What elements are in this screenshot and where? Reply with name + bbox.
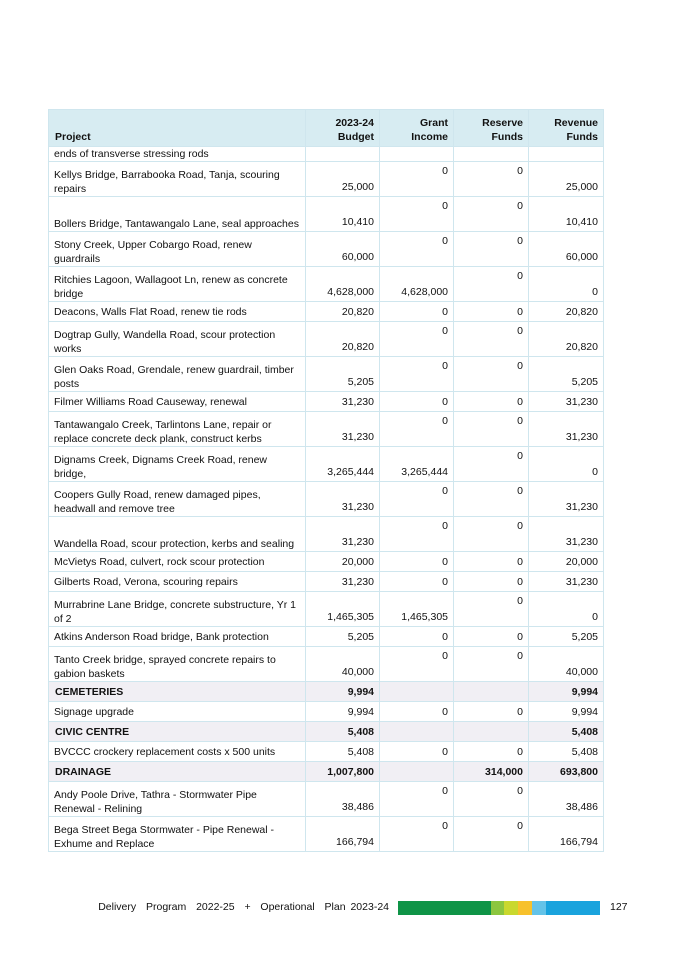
project-cell: ends of transverse stressing rods [49,147,306,162]
grant-income-cell: 0 [380,647,454,682]
grant-income-cell: 3,265,444 [380,447,454,482]
revenue-funds-cell: 0 [529,592,604,627]
reserve-funds-cell: 0 [454,817,529,852]
revenue-funds-cell: 38,486 [529,782,604,817]
header-reserve-funds: Reserve Funds [454,110,529,147]
grant-income-cell: 0 [380,627,454,647]
budget-cell: 31,230 [306,572,380,592]
budget-cell: 4,628,000 [306,267,380,302]
reserve-funds-cell [454,682,529,702]
table-row [49,817,604,852]
budget-cell: 1,007,800 [306,762,380,782]
reserve-funds-cell: 0 [454,412,529,447]
budget-cell: 31,230 [306,517,380,552]
color-bar-segment [491,901,505,915]
revenue-funds-cell: 693,800 [529,762,604,782]
budget-cell: 5,408 [306,742,380,762]
budget-cell: 5,205 [306,357,380,392]
color-bar-segment [504,901,518,915]
header-project: Project [49,110,306,147]
project-cell: Bollers Bridge, Tantawangalo Lane, seal approaches [49,197,306,232]
table-row [49,702,604,722]
project-cell: Coopers Gully Road, renew damaged pipes, headwall and remove tree [49,482,306,517]
table-row [49,197,604,232]
project-cell: Glen Oaks Road, Grendale, renew guardrail, timber posts [49,357,306,392]
project-cell: Murrabrine Lane Bridge, concrete substructure, Yr 1 of 2 [49,592,306,627]
table-row [49,302,604,322]
grant-income-cell: 0 [380,552,454,572]
color-bar-segment [532,901,546,915]
budget-cell: 20,000 [306,552,380,572]
budget-cell: 166,794 [306,817,380,852]
table-row [49,412,604,447]
revenue-funds-cell: 5,205 [529,627,604,647]
reserve-funds-cell: 0 [454,517,529,552]
table-row [49,572,604,592]
project-cell: Bega Street Bega Stormwater - Pipe Renewal - Exhume and Replace [49,817,306,852]
color-bar-segment [546,901,600,915]
revenue-funds-cell: 5,408 [529,742,604,762]
grant-income-cell: 0 [380,482,454,517]
reserve-funds-cell: 0 [454,197,529,232]
budget-cell: 25,000 [306,162,380,197]
revenue-funds-cell: 31,230 [529,517,604,552]
table-row [49,482,604,517]
project-cell: Filmer Williams Road Causeway, renewal [49,392,306,412]
page-footer [0,900,675,916]
project-cell: Dogtrap Gully, Wandella Road, scour protection works [49,322,306,357]
project-cell: CEMETERIES [49,682,306,702]
color-bar-segment [444,901,490,915]
revenue-funds-cell: 20,820 [529,302,604,322]
budget-cell: 31,230 [306,412,380,447]
grant-income-cell [380,722,454,742]
grant-income-cell: 0 [380,742,454,762]
reserve-funds-cell: 0 [454,782,529,817]
budget-cell: 9,994 [306,702,380,722]
project-cell: Wandella Road, scour protection, kerbs and sealing [49,517,306,552]
budget-cell: 3,265,444 [306,447,380,482]
grant-income-cell: 0 [380,322,454,357]
color-bar-segment [398,901,444,915]
grant-income-cell: 0 [380,162,454,197]
revenue-funds-cell: 0 [529,447,604,482]
reserve-funds-cell: 314,000 [454,762,529,782]
revenue-funds-cell: 166,794 [529,817,604,852]
revenue-funds-cell: 5,408 [529,722,604,742]
budget-cell: 31,230 [306,482,380,517]
project-cell: DRAINAGE [49,762,306,782]
reserve-funds-cell: 0 [454,647,529,682]
revenue-funds-cell: 31,230 [529,392,604,412]
table-row [49,147,604,162]
table-row [49,742,604,762]
project-cell: CIVIC CENTRE [49,722,306,742]
table-row [49,232,604,267]
table-row [49,322,604,357]
grant-income-cell [380,147,454,162]
revenue-funds-cell: 20,000 [529,552,604,572]
project-cell: Deacons, Walls Flat Road, renew tie rods [49,302,306,322]
header-revenue-funds: Revenue Funds [529,110,604,147]
project-cell: Atkins Anderson Road bridge, Bank protection [49,627,306,647]
table-row [49,627,604,647]
grant-income-cell: 0 [380,517,454,552]
project-cell: Stony Creek, Upper Cobargo Road, renew guardrails [49,232,306,267]
revenue-funds-cell: 31,230 [529,572,604,592]
reserve-funds-cell: 0 [454,552,529,572]
reserve-funds-cell [454,147,529,162]
header-budget: 2023-24 Budget [306,110,380,147]
revenue-funds-cell: 10,410 [529,197,604,232]
budget-cell [306,147,380,162]
revenue-funds-cell: 40,000 [529,647,604,682]
table-row [49,552,604,572]
grant-income-cell: 0 [380,232,454,267]
grant-income-cell: 0 [380,412,454,447]
project-cell: Dignams Creek, Dignams Creek Road, renew bridge, [49,447,306,482]
table-row [49,267,604,302]
table-row [49,782,604,817]
reserve-funds-cell: 0 [454,627,529,647]
budget-cell: 38,486 [306,782,380,817]
budget-cell: 20,820 [306,322,380,357]
project-cell: Gilberts Road, Verona, scouring repairs [49,572,306,592]
revenue-funds-cell: 31,230 [529,412,604,447]
budget-cell: 9,994 [306,682,380,702]
grant-income-cell: 4,628,000 [380,267,454,302]
budget-cell: 5,205 [306,627,380,647]
budget-cell: 31,230 [306,392,380,412]
table-row [49,517,604,552]
color-bar-segment [518,901,532,915]
revenue-funds-cell: 60,000 [529,232,604,267]
table-row [49,357,604,392]
category-row [49,682,604,702]
revenue-funds-cell: 31,230 [529,482,604,517]
revenue-funds-cell [529,147,604,162]
grant-income-cell: 0 [380,392,454,412]
budget-cell: 1,465,305 [306,592,380,627]
budget-cell: 40,000 [306,647,380,682]
category-row [49,722,604,742]
budget-cell: 10,410 [306,197,380,232]
grant-income-cell: 0 [380,357,454,392]
category-row [49,762,604,782]
project-cell: Signage upgrade [49,702,306,722]
grant-income-cell: 1,465,305 [380,592,454,627]
reserve-funds-cell: 0 [454,322,529,357]
reserve-funds-cell: 0 [454,232,529,267]
table-row [49,162,604,197]
project-cell: BVCCC crockery replacement costs x 500 units [49,742,306,762]
reserve-funds-cell: 0 [454,592,529,627]
header-grant-income: Grant Income [380,110,454,147]
reserve-funds-cell: 0 [454,742,529,762]
page-number: 127 [610,901,628,913]
project-cell: Tanto Creek bridge, sprayed concrete repairs to gabion baskets [49,647,306,682]
reserve-funds-cell: 0 [454,482,529,517]
table-row [49,647,604,682]
project-cell: Andy Poole Drive, Tathra - Stormwater Pipe Renewal - Relining [49,782,306,817]
reserve-funds-cell [454,722,529,742]
reserve-funds-cell: 0 [454,447,529,482]
grant-income-cell: 0 [380,702,454,722]
reserve-funds-cell: 0 [454,702,529,722]
reserve-funds-cell: 0 [454,267,529,302]
revenue-funds-cell: 9,994 [529,682,604,702]
project-cell: Tantawangalo Creek, Tarlintons Lane, repair or replace concrete deck plank, construct kerbs [49,412,306,447]
budget-cell: 60,000 [306,232,380,267]
budget-table [48,109,604,852]
grant-income-cell: 0 [380,302,454,322]
table-row [49,447,604,482]
footer-title: Delivery Program 2022-25 + Operational Plan 2023-24 [98,901,389,913]
reserve-funds-cell: 0 [454,392,529,412]
reserve-funds-cell: 0 [454,357,529,392]
grant-income-cell: 0 [380,782,454,817]
project-cell: Kellys Bridge, Barrabooka Road, Tanja, scouring repairs [49,162,306,197]
reserve-funds-cell: 0 [454,572,529,592]
revenue-funds-cell: 0 [529,267,604,302]
grant-income-cell: 0 [380,817,454,852]
grant-income-cell: 0 [380,197,454,232]
reserve-funds-cell: 0 [454,302,529,322]
grant-income-cell: 0 [380,572,454,592]
revenue-funds-cell: 25,000 [529,162,604,197]
revenue-funds-cell: 20,820 [529,322,604,357]
project-cell: McVietys Road, culvert, rock scour protection [49,552,306,572]
reserve-funds-cell: 0 [454,162,529,197]
revenue-funds-cell: 9,994 [529,702,604,722]
budget-cell: 5,408 [306,722,380,742]
budget-cell: 20,820 [306,302,380,322]
grant-income-cell [380,682,454,702]
grant-income-cell [380,762,454,782]
table-header-row [49,110,604,147]
table-row [49,592,604,627]
table-row [49,392,604,412]
project-cell: Ritchies Lagoon, Wallagoot Ln, renew as concrete bridge [49,267,306,302]
revenue-funds-cell: 5,205 [529,357,604,392]
footer-color-bar [398,901,600,915]
